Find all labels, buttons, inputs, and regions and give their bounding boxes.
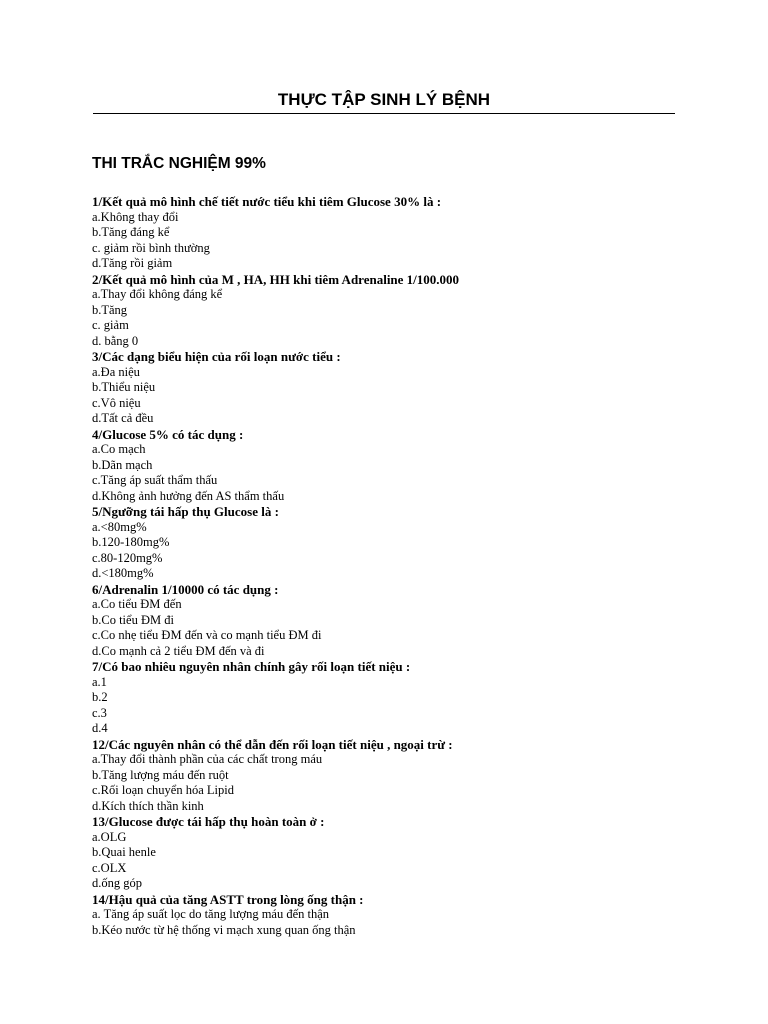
- question-block: [92, 814, 692, 892]
- answer-option: c.Vô niệu: [92, 395, 141, 410]
- answer-option: a.1: [92, 674, 107, 689]
- question-text: 14/Hậu quả của tăng ASTT trong lòng ống thận :: [92, 891, 364, 907]
- question-block: [92, 737, 692, 815]
- question-block: [92, 504, 692, 582]
- question-text: 2/Kết quả mô hình của M , HA, HH khi tiêm Adrenaline 1/100.000: [92, 271, 460, 287]
- answer-option: b.120-180mg%: [92, 535, 170, 549]
- answer-option: b.2: [92, 690, 108, 704]
- answer-option: c.3: [92, 705, 107, 720]
- answer-option: c. giảm: [92, 318, 129, 332]
- answer-option: a.Thay đổi không đáng kể: [92, 287, 223, 301]
- question-text: 5/Ngưỡng tái hấp thụ Glucose là :: [92, 504, 279, 519]
- question-block: [92, 272, 692, 350]
- answer-option: a.OLG: [92, 829, 127, 844]
- question-text: 1/Kết quả mô hình chế tiết nước tiểu khi tiêm Glucose 30% là :: [92, 194, 442, 209]
- question-block: [92, 582, 692, 660]
- answer-option: d.Kích thích thần kinh: [92, 798, 204, 813]
- answer-option: b.Quai henle: [92, 845, 156, 859]
- question-block: [92, 892, 692, 939]
- question-text: 6/Adrenalin 1/10000 có tác dụng :: [92, 581, 279, 597]
- answer-option: a.Không thay đổi: [92, 209, 179, 224]
- question-block: [92, 194, 692, 272]
- answer-option: b.Thiểu niệu: [92, 380, 156, 394]
- answer-option: b.Tăng: [92, 302, 128, 317]
- answer-option: c.80-120mg%: [92, 550, 163, 565]
- answer-option: a.Thay đổi thành phần của các chất trong máu: [92, 752, 323, 766]
- answer-option: a. Tăng áp suất lọc do tăng lượng máu đến thận: [92, 907, 330, 921]
- question-text: 7/Có bao nhiêu nguyên nhân chính gây rối loạn tiết niệu :: [92, 659, 411, 674]
- page-subtitle: THI TRẮC NGHIỆM 99%: [92, 155, 266, 172]
- answer-option: b.Kéo nước từ hệ thống vi mạch xung quan ống thận: [92, 922, 356, 937]
- answer-option: c.Co nhẹ tiểu ĐM đến và co mạnh tiểu ĐM đi: [92, 628, 322, 642]
- answer-option: b.Tăng đáng kể: [92, 225, 170, 239]
- answer-option: a.<80mg%: [92, 519, 147, 534]
- answer-option: c.OLX: [92, 860, 127, 875]
- title-underline: [93, 113, 675, 114]
- answer-option: d.4: [92, 721, 108, 735]
- question-text: 4/Glucose 5% có tác dụng :: [92, 426, 244, 442]
- answer-option: d.Co mạnh cả 2 tiểu ĐM đến và đi: [92, 643, 265, 658]
- answer-option: c. giảm rồi bình thường: [92, 240, 210, 255]
- page-title: THỰC TẬP SINH LÝ BỆNH: [277, 90, 491, 109]
- answer-option: b.Tăng lượng máu đến ruột: [92, 767, 229, 782]
- question-block: [92, 427, 692, 505]
- question-block: [92, 349, 692, 427]
- question-list: [92, 194, 692, 938]
- answer-option: b.Co tiểu ĐM đi: [92, 612, 174, 627]
- answer-option: d.Tăng rồi giảm: [92, 256, 173, 270]
- answer-option: a.Co mạch: [92, 442, 146, 456]
- question-text: 3/Các dạng biểu hiện của rối loạn nước tiểu :: [92, 349, 341, 364]
- answer-option: b.Dãn mạch: [92, 457, 153, 472]
- answer-option: d. bằng 0: [92, 333, 139, 348]
- question-text: 13/Glucose được tái hấp thụ hoàn toàn ở :: [92, 814, 325, 829]
- answer-option: d.<180mg%: [92, 566, 154, 580]
- answer-option: d.ống góp: [92, 876, 142, 890]
- question-block: [92, 659, 692, 737]
- answer-option: d.Tất cả đều: [92, 411, 154, 425]
- answer-option: a.Co tiểu ĐM đến: [92, 597, 182, 611]
- answer-option: c.Tăng áp suất thẩm thấu: [92, 473, 218, 487]
- question-text: 12/Các nguyên nhân có thể dẫn đến rối loạn tiết niệu , ngoại trừ :: [92, 736, 453, 752]
- answer-option: a.Đa niệu: [92, 364, 140, 379]
- answer-option: d.Không ảnh hưởng đến AS thẩm thấu: [92, 488, 285, 503]
- answer-option: c.Rối loạn chuyển hóa Lipid: [92, 783, 234, 797]
